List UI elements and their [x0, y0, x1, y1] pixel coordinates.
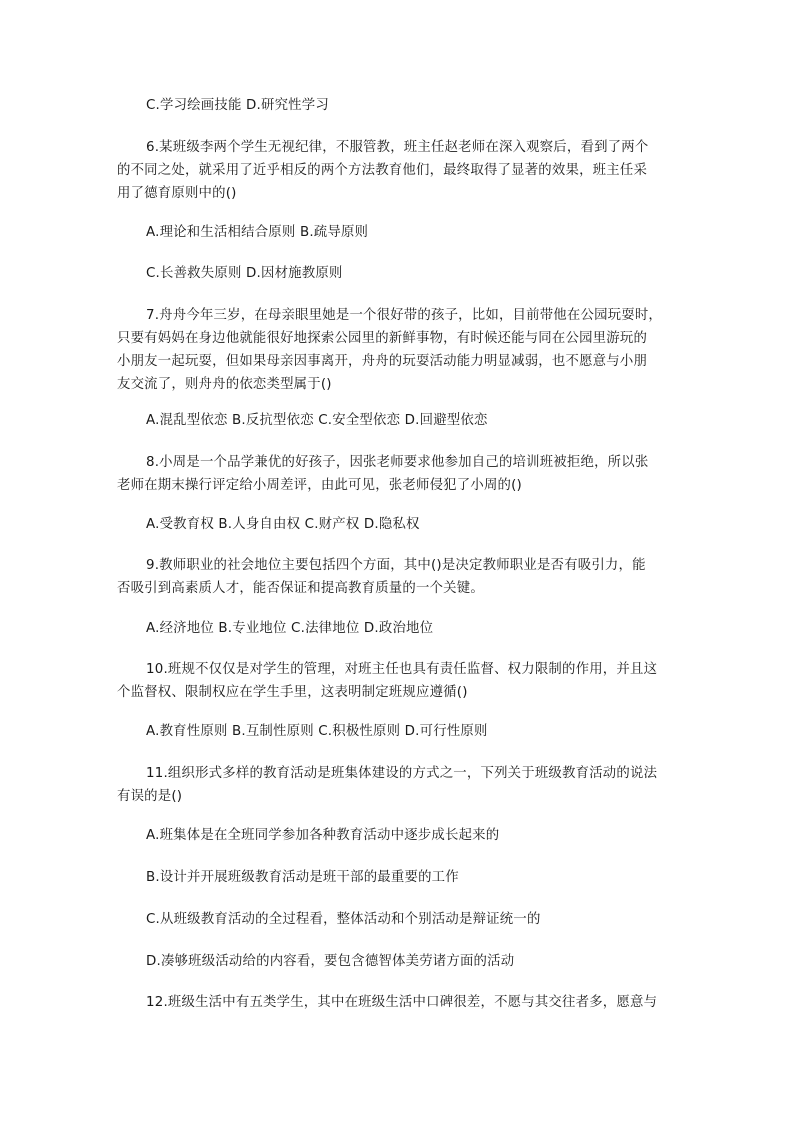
- question-6: [0, 136, 794, 205]
- question-10-line-2: 个监督权、限制权应在学生手里，这表明制定班规应遵循(): [117, 685, 468, 700]
- question-10: [0, 658, 794, 704]
- question-9: [0, 554, 794, 600]
- question-6-options-cd: C.长善救失原则 D.因材施教原则: [146, 266, 343, 281]
- question-7-options: A.混乱型依恋 B.反抗型依恋 C.安全型依恋 D.回避型依恋: [146, 413, 488, 428]
- question-11-option-b: B.设计并开展班级教育活动是班干部的最重要的工作: [146, 870, 459, 885]
- question-6-line-3: 用了德育原则中的(): [117, 186, 237, 201]
- question-11-option-a: A.班集体是在全班同学参加各种教育活动中逐步成长起来的: [146, 828, 500, 843]
- question-11-option-d: D.凑够班级活动给的内容看，要包含德智体美劳诸方面的活动: [146, 954, 515, 969]
- question-8-line-2: 老师在期末操行评定给小周差评，由此可见，张老师侵犯了小周的(): [117, 478, 522, 493]
- question-7-line-4: 友交流了，则舟舟的依恋类型属于(): [117, 377, 332, 392]
- q5-options-cd: C.学习绘画技能 D.研究性学习: [146, 98, 329, 113]
- question-8-line-1: 8.小周是一个品学兼优的好孩子，因张老师要求他参加自己的培训班被拒绝，所以张: [146, 455, 649, 470]
- question-11: [0, 762, 794, 808]
- question-6-options-ab: A.理论和生活相结合原则 B.疏导原则: [146, 225, 369, 240]
- question-8-options: A.受教育权 B.人身自由权 C.财产权 D.隐私权: [146, 517, 420, 532]
- question-7-line-1: 7.舟舟今年三岁，在母亲眼里她是一个很好带的孩子，比如，目前带他在公园玩耍时，: [146, 308, 663, 323]
- question-9-line-2: 否吸引到高素质人才，能否保证和提高教育质量的一个关键。: [117, 581, 484, 596]
- question-7-line-2: 只要有妈妈在身边他就能很好地探索公园里的新鲜事物，有时候还能与同在公园里游玩的: [117, 331, 648, 346]
- question-8: [0, 451, 794, 497]
- question-11-line-1: 11.组织形式多样的教育活动是班集体建设的方式之一，下列关于班级教育活动的说法: [146, 766, 658, 781]
- question-10-line-1: 10.班规不仅仅是对学生的管理，对班主任也具有责任监督、权力限制的作用，并且这: [146, 662, 658, 677]
- question-11-line-2: 有误的是(): [117, 789, 183, 804]
- question-9-line-1: 9.教师职业的社会地位主要包括四个方面，其中()是决定教师职业是否有吸引力，能: [146, 558, 646, 573]
- question-6-line-2: 的不同之处，就采用了近乎相反的两个方法教育他们，最终取得了显著的效果，班主任采: [117, 163, 648, 178]
- question-12-line-1: 12.班级生活中有五类学生，其中在班级生活中口碑很差，不愿与其交往者多，愿意与: [146, 995, 658, 1010]
- question-11-option-c: C.从班级教育活动的全过程看，整体活动和个别活动是辩证统一的: [146, 912, 541, 927]
- question-10-options: A.教育性原则 B.互制性原则 C.积极性原则 D.可行性原则: [146, 724, 488, 739]
- question-6-line-1: 6.某班级李两个学生无视纪律，不服管教，班主任赵老师在深入观察后，看到了两个: [146, 140, 649, 155]
- question-7: [0, 304, 794, 396]
- question-7-line-3: 小朋友一起玩耍，但如果母亲因事离开，舟舟的玩耍活动能力明显减弱，也不愿意与小朋: [117, 354, 648, 369]
- question-9-options: A.经济地位 B.专业地位 C.法律地位 D.政治地位: [146, 621, 434, 636]
